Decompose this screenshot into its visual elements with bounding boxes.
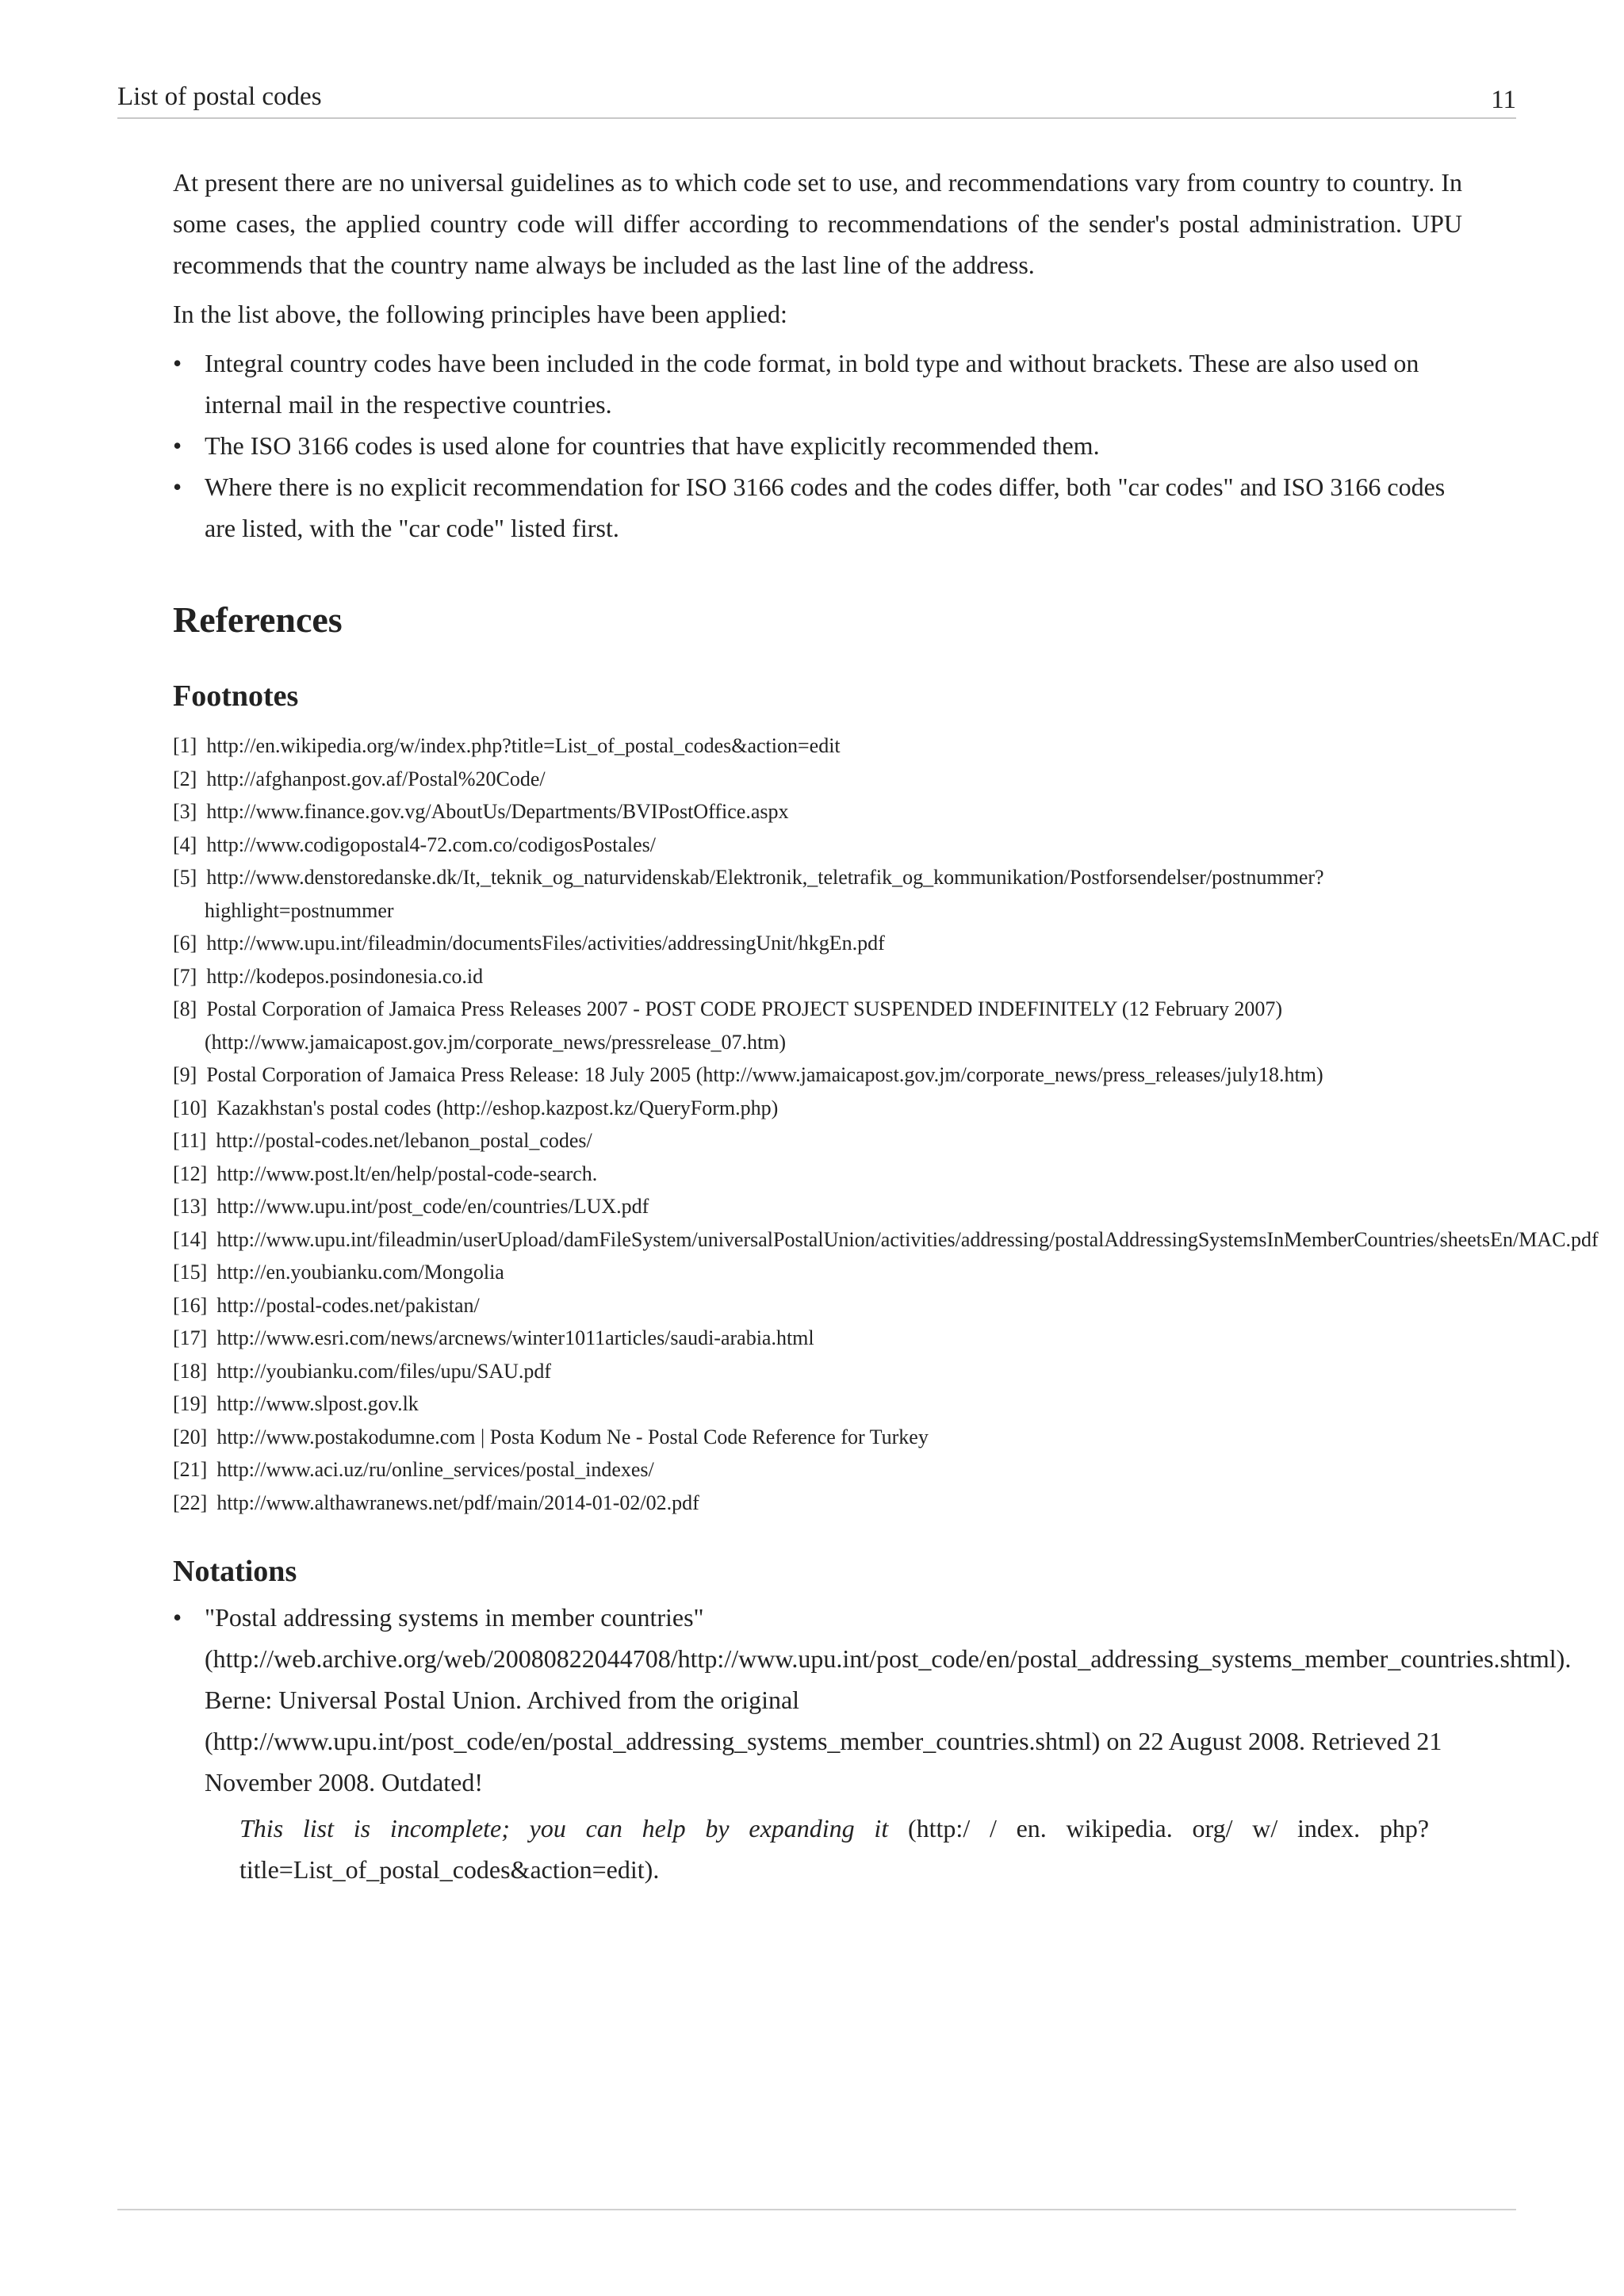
footnote-number: [3] (173, 800, 197, 823)
footnote-item (173, 960, 1462, 993)
footnote-link[interactable]: http://www.postakodumne.com | Posta Kodum Ne - Postal Code Reference for Turkey (216, 1425, 929, 1448)
incomplete-note-text: This list is incomplete; you can help by expanding it (239, 1814, 889, 1843)
footnote-item (173, 1223, 1599, 1257)
footnote-link[interactable]: Postal Corporation of Jamaica Press Releases 2007 - POST CODE PROJECT SUSPENDED INDEFINITELY (12 February 2007) (http://www.jamaicapost.gov.jm/corporate_news/pressrelease_07.htm) (205, 997, 1283, 1054)
header-title: List of postal codes (117, 82, 322, 111)
intro-paragraph-1: At present there are no universal guidelines as to which code set to use, and recommendations vary from country to country. In some cases, the applied country code will differ according to recommendations of the sender's postal administration. UPU recommends that the country name always be included as the last line of the address. (173, 168, 1462, 279)
footnote-item (173, 1158, 1462, 1191)
footnote-item (173, 763, 1462, 796)
footnote-item (173, 1421, 1462, 1454)
footnote-number: [19] (173, 1392, 208, 1415)
principles-list-item (173, 425, 1462, 466)
footnote-number: [2] (173, 767, 197, 790)
notation-item (173, 1597, 1572, 1803)
footnote-link[interactable]: http://www.esri.com/news/arcnews/winter1011articles/saudi-arabia.html (216, 1326, 814, 1349)
principles-list-item (173, 342, 1462, 425)
footnote-item (173, 1355, 1462, 1388)
principles-item-text: Where there is no explicit recommendation for ISO 3166 codes and the codes differ, both "car codes" and ISO 3166 codes are listed, with the "car code" listed first. (205, 473, 1446, 542)
references-heading: References (173, 599, 343, 640)
footnote-item (173, 993, 1462, 1058)
intro-paragraph-2: In the list above, the following principles have been applied: (173, 300, 787, 328)
footnote-link[interactable]: http://afghanpost.gov.af/Postal%20Code/ (206, 767, 546, 790)
footnote-number: [21] (173, 1458, 208, 1481)
footnote-number: [15] (173, 1261, 208, 1284)
footnotes-list (173, 729, 1599, 1519)
footnote-link[interactable]: Kazakhstan's postal codes (http://eshop.kazpost.kz/QueryForm.php) (216, 1096, 779, 1119)
footnote-number: [13] (173, 1195, 208, 1218)
footnote-number: [7] (173, 964, 197, 988)
footnote-link[interactable]: http://www.upu.int/post_code/en/countries/LUX.pdf (216, 1195, 649, 1218)
footnote-link[interactable]: Postal Corporation of Jamaica Press Release: 18 July 2005 (http://www.jamaicapost.gov.jm/corporate_news/press_releases/july18.htm) (206, 1063, 1323, 1086)
principles-item-text: Integral country codes have been included in the code format, in bold type and without brackets. These are also used on internal mail in the respective countries. (205, 349, 1419, 419)
footnote-link[interactable]: http://www.slpost.gov.lk (216, 1392, 419, 1415)
principles-list-item (173, 466, 1462, 549)
page-number: 11 (1491, 86, 1516, 114)
bullet-icon: • (173, 349, 182, 377)
footnote-link[interactable]: http://www.upu.int/fileadmin/documentsFiles/activities/addressingUnit/hkgEn.pdf (206, 932, 885, 955)
footnote-item (173, 729, 1462, 763)
footnote-link[interactable]: http://postal-codes.net/pakistan/ (216, 1293, 480, 1317)
footnote-link[interactable]: http://youbianku.com/files/upu/SAU.pdf (216, 1359, 552, 1383)
incomplete-note-link[interactable]: (http:/ / en. wikipedia. org/ w/ index. php?title=List_of_postal_codes&action=edit). (239, 1814, 1430, 1884)
footnote-item (173, 828, 1462, 862)
footnotes-heading: Footnotes (173, 679, 299, 713)
footnote-link[interactable]: http://www.althawranews.net/pdf/main/2014-01-02/02.pdf (216, 1490, 699, 1514)
footnote-link[interactable]: http://postal-codes.net/lebanon_postal_codes/ (216, 1129, 592, 1152)
footnote-item (173, 861, 1462, 927)
footnote-number: [5] (173, 866, 197, 889)
footer-rule (117, 2209, 1516, 2210)
footnote-item (173, 927, 1462, 960)
notation-item-text: "Postal addressing systems in member countries" (http://web.archive.org/web/20080822044708/http://www.upu.int/post_code/en/postal_addressing_systems_member_countries.shtml). Berne: Universal Postal Union. Archived from the original (http://www.upu.int/post_code/en/postal_addressing_systems_member_countries.shtml) on 22 August 2008. Retrieved 21 November 2008. Outdated! (205, 1603, 1572, 1797)
footnote-item (173, 1387, 1462, 1421)
footnote-item (173, 1058, 1462, 1092)
bullet-icon: • (173, 473, 182, 501)
footnote-number: [10] (173, 1096, 208, 1119)
footnote-item (173, 1256, 1462, 1289)
footnote-number: [6] (173, 932, 197, 955)
footnote-number: [22] (173, 1490, 208, 1514)
footnote-number: [16] (173, 1293, 208, 1317)
footnote-number: [11] (173, 1129, 207, 1152)
footnote-item (173, 1190, 1462, 1223)
footnote-item (173, 1289, 1462, 1322)
footnote-number: [14] (173, 1227, 208, 1251)
footnote-item (173, 1322, 1462, 1355)
principles-item-text: The ISO 3166 codes is used alone for countries that have explicitly recommended them. (205, 431, 1100, 460)
footnote-item (173, 1092, 1462, 1125)
bullet-icon: • (173, 431, 182, 460)
footnote-link[interactable]: http://www.finance.gov.vg/AboutUs/Departments/BVIPostOffice.aspx (206, 800, 789, 823)
incomplete-list-note (239, 1808, 1429, 1890)
footnote-number: [8] (173, 997, 197, 1020)
footnote-number: [18] (173, 1359, 208, 1383)
footnote-item (173, 795, 1462, 828)
page-header (117, 79, 1516, 119)
notations-heading: Notations (173, 1555, 297, 1588)
page-content (173, 162, 1599, 1890)
footnote-item (173, 1453, 1462, 1487)
footnote-link[interactable]: http://www.upu.int/fileadmin/userUpload/damFileSystem/universalPostalUnion/activities/addressing/postalAddressingSystemsInMemberCountries/sheetsEn/MAC.pdf (216, 1227, 1599, 1251)
footnote-link[interactable]: http://en.youbianku.com/Mongolia (216, 1261, 504, 1284)
notations-list (173, 1597, 1572, 1803)
footnote-link[interactable]: http://www.codigopostal4-72.com.co/codigosPostales/ (206, 832, 656, 856)
footnote-link[interactable]: http://en.wikipedia.org/w/index.php?title=List_of_postal_codes&action=edit (206, 734, 841, 757)
footnote-link[interactable]: http://www.denstoredanske.dk/It,_teknik_og_naturvidenskab/Elektronik,_teletrafik_og_kommunikation/Postforsendelser/postnummer?highlight=postnummer (205, 866, 1324, 922)
bullet-icon: • (173, 1603, 182, 1632)
footnote-link[interactable]: http://www.aci.uz/ru/online_services/postal_indexes/ (216, 1458, 654, 1481)
footnote-number: [4] (173, 832, 197, 856)
footnote-number: [9] (173, 1063, 197, 1086)
footnote-number: [1] (173, 734, 197, 757)
footnote-number: [20] (173, 1425, 208, 1448)
footnote-link[interactable]: http://www.post.lt/en/help/postal-code-search. (216, 1161, 598, 1185)
footnote-number: [12] (173, 1161, 208, 1185)
principles-list (173, 342, 1462, 549)
footnote-item (173, 1487, 1462, 1520)
footnote-number: [17] (173, 1326, 208, 1349)
footnote-item (173, 1124, 1462, 1158)
footnote-link[interactable]: http://kodepos.posindonesia.co.id (206, 964, 484, 988)
